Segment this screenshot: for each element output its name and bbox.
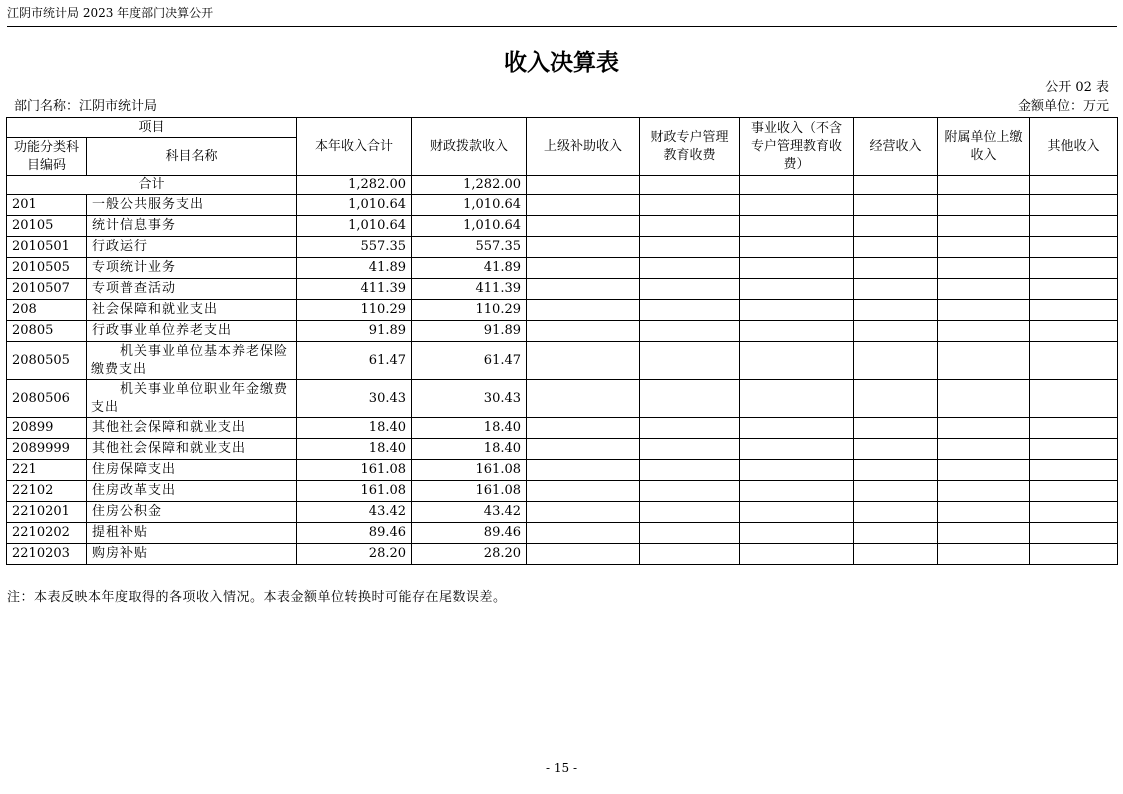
row-other-empty	[1030, 502, 1118, 523]
row-total: 18.40	[297, 439, 412, 460]
row-total: 89.46	[297, 523, 412, 544]
row-affiliated-empty	[938, 544, 1030, 565]
row-business-empty	[740, 439, 854, 460]
row-edu-empty	[640, 300, 740, 321]
row-superior-empty	[527, 460, 640, 481]
department-name: 部门名称：江阴市统计局	[14, 99, 158, 114]
row-affiliated-empty	[938, 195, 1030, 216]
row-operating-empty	[854, 176, 938, 195]
row-total: 30.43	[297, 380, 412, 418]
row-code: 2010507	[7, 279, 87, 300]
row-edu-empty	[640, 237, 740, 258]
row-other-empty	[1030, 258, 1118, 279]
row-total: 28.20	[297, 544, 412, 565]
row-affiliated-empty	[938, 481, 1030, 502]
row-name: 专项普查活动	[87, 279, 297, 300]
row-business-empty	[740, 502, 854, 523]
row-operating-empty	[854, 216, 938, 237]
row-other-empty	[1030, 279, 1118, 300]
row-superior-empty	[527, 258, 640, 279]
amount-unit: 金额单位：万元	[1017, 99, 1109, 114]
row-name: 行政运行	[87, 237, 297, 258]
row-operating-empty	[854, 460, 938, 481]
row-business-empty	[740, 321, 854, 342]
row-fiscal: 1,010.64	[412, 216, 527, 237]
row-code: 2210201	[7, 502, 87, 523]
row-other-empty	[1030, 418, 1118, 439]
header-total: 本年收入合计	[297, 118, 412, 176]
row-operating-empty	[854, 300, 938, 321]
row-code: 2210203	[7, 544, 87, 565]
row-name: 专项统计业务	[87, 258, 297, 279]
table-row	[7, 258, 1118, 279]
row-code: 20105	[7, 216, 87, 237]
row-name: 提租补贴	[87, 523, 297, 544]
row-total: 91.89	[297, 321, 412, 342]
row-edu-empty	[640, 279, 740, 300]
row-name: 一般公共服务支出	[87, 195, 297, 216]
row-other-empty	[1030, 460, 1118, 481]
row-operating-empty	[854, 380, 938, 418]
row-code: 20805	[7, 321, 87, 342]
row-other-empty	[1030, 342, 1118, 380]
row-total: 1,282.00	[297, 176, 412, 195]
row-business-empty	[740, 460, 854, 481]
row-other-empty	[1030, 216, 1118, 237]
row-fiscal: 43.42	[412, 502, 527, 523]
row-code: 2080506	[7, 380, 87, 418]
row-total: 43.42	[297, 502, 412, 523]
row-other-empty	[1030, 237, 1118, 258]
row-fiscal: 89.46	[412, 523, 527, 544]
row-total: 1,010.64	[297, 195, 412, 216]
row-superior-empty	[527, 279, 640, 300]
row-business-empty	[740, 176, 854, 195]
row-name: 住房公积金	[87, 502, 297, 523]
row-name: 统计信息事务	[87, 216, 297, 237]
header-name: 科目名称	[87, 138, 297, 176]
row-affiliated-empty	[938, 300, 1030, 321]
row-superior-empty	[527, 300, 640, 321]
row-affiliated-empty	[938, 279, 1030, 300]
row-operating-empty	[854, 418, 938, 439]
row-code: 22102	[7, 481, 87, 502]
row-operating-empty	[854, 258, 938, 279]
row-affiliated-empty	[938, 502, 1030, 523]
row-superior-empty	[527, 544, 640, 565]
row-edu-empty	[640, 380, 740, 418]
row-superior-empty	[527, 502, 640, 523]
row-other-empty	[1030, 300, 1118, 321]
row-business-empty	[740, 279, 854, 300]
table-row	[7, 502, 1118, 523]
table-row	[7, 216, 1118, 237]
header-superior: 上级补助收入	[527, 118, 640, 176]
row-code: 201	[7, 195, 87, 216]
row-edu-empty	[640, 439, 740, 460]
row-fiscal: 1,282.00	[412, 176, 527, 195]
row-edu-empty	[640, 502, 740, 523]
table-row	[7, 460, 1118, 481]
row-code: 20899	[7, 418, 87, 439]
row-total: 1,010.64	[297, 216, 412, 237]
row-operating-empty	[854, 237, 938, 258]
table-row	[7, 342, 1118, 380]
row-fiscal: 110.29	[412, 300, 527, 321]
row-code: 2080505	[7, 342, 87, 380]
row-operating-empty	[854, 481, 938, 502]
row-superior-empty	[527, 195, 640, 216]
row-other-empty	[1030, 380, 1118, 418]
header-project: 项目	[7, 118, 297, 138]
row-business-empty	[740, 342, 854, 380]
row-name: 其他社会保障和就业支出	[87, 418, 297, 439]
row-total: 161.08	[297, 481, 412, 502]
row-superior-empty	[527, 176, 640, 195]
row-fiscal: 41.89	[412, 258, 527, 279]
row-affiliated-empty	[938, 380, 1030, 418]
row-business-empty	[740, 258, 854, 279]
row-total: 41.89	[297, 258, 412, 279]
row-name: 住房保障支出	[87, 460, 297, 481]
table-row	[7, 439, 1118, 460]
row-name: 社会保障和就业支出	[87, 300, 297, 321]
row-fiscal: 91.89	[412, 321, 527, 342]
row-edu-empty	[640, 460, 740, 481]
page-number: - 15 -	[545, 761, 577, 775]
table-row	[7, 418, 1118, 439]
row-name: 其他社会保障和就业支出	[87, 439, 297, 460]
row-superior-empty	[527, 342, 640, 380]
row-operating-empty	[854, 502, 938, 523]
row-business-empty	[740, 195, 854, 216]
row-business-empty	[740, 300, 854, 321]
row-business-empty	[740, 481, 854, 502]
row-other-empty	[1030, 195, 1118, 216]
header-affiliated: 附属单位上缴收入	[938, 118, 1030, 176]
row-total: 161.08	[297, 460, 412, 481]
row-edu-empty	[640, 321, 740, 342]
page-title: 收入决算表	[504, 49, 619, 76]
table-row	[7, 300, 1118, 321]
row-superior-empty	[527, 321, 640, 342]
row-business-empty	[740, 216, 854, 237]
table-row	[7, 321, 1118, 342]
row-operating-empty	[854, 195, 938, 216]
row-affiliated-empty	[938, 237, 1030, 258]
table-row	[7, 195, 1118, 216]
row-name: 机关事业单位基本养老保险缴费支出	[87, 342, 297, 380]
row-fiscal: 18.40	[412, 418, 527, 439]
row-name: 机关事业单位职业年金缴费支出	[87, 380, 297, 418]
row-fiscal: 557.35	[412, 237, 527, 258]
row-code: 2089999	[7, 439, 87, 460]
row-operating-empty	[854, 279, 938, 300]
row-name: 购房补贴	[87, 544, 297, 565]
row-operating-empty	[854, 342, 938, 380]
table-row	[7, 544, 1118, 565]
income-table	[6, 117, 1118, 565]
row-business-empty	[740, 523, 854, 544]
table-row	[7, 279, 1118, 300]
row-fiscal: 61.47	[412, 342, 527, 380]
row-affiliated-empty	[938, 176, 1030, 195]
row-fiscal: 30.43	[412, 380, 527, 418]
header-fiscal: 财政拨款收入	[412, 118, 527, 176]
header-code: 功能分类科目编码	[7, 138, 87, 176]
row-edu-empty	[640, 418, 740, 439]
row-fiscal: 411.39	[412, 279, 527, 300]
row-fiscal: 1,010.64	[412, 195, 527, 216]
header-business: 事业收入（不含专户管理教育收费）	[740, 118, 854, 176]
row-business-empty	[740, 237, 854, 258]
row-other-empty	[1030, 321, 1118, 342]
row-other-empty	[1030, 523, 1118, 544]
table-row	[7, 523, 1118, 544]
row-edu-empty	[640, 481, 740, 502]
row-affiliated-empty	[938, 342, 1030, 380]
row-fiscal: 161.08	[412, 460, 527, 481]
row-fiscal: 28.20	[412, 544, 527, 565]
row-code: 2010505	[7, 258, 87, 279]
row-total: 557.35	[297, 237, 412, 258]
row-edu-empty	[640, 258, 740, 279]
row-other-empty	[1030, 544, 1118, 565]
row-operating-empty	[854, 439, 938, 460]
row-affiliated-empty	[938, 523, 1030, 544]
row-other-empty	[1030, 439, 1118, 460]
row-other-empty	[1030, 176, 1118, 195]
row-operating-empty	[854, 523, 938, 544]
row-operating-empty	[854, 321, 938, 342]
row-superior-empty	[527, 216, 640, 237]
header-operating: 经营收入	[854, 118, 938, 176]
row-code: 2210202	[7, 523, 87, 544]
table-row	[7, 380, 1118, 418]
row-affiliated-empty	[938, 216, 1030, 237]
row-superior-empty	[527, 380, 640, 418]
row-code: 208	[7, 300, 87, 321]
row-name: 住房改革支出	[87, 481, 297, 502]
row-total: 411.39	[297, 279, 412, 300]
header-other: 其他收入	[1030, 118, 1118, 176]
row-superior-empty	[527, 523, 640, 544]
row-total: 18.40	[297, 418, 412, 439]
table-note: 注：本表反映本年度取得的各项收入情况。本表金额单位转换时可能存在尾数误差。	[7, 590, 507, 605]
row-affiliated-empty	[938, 439, 1030, 460]
table-body	[7, 176, 1118, 565]
row-affiliated-empty	[938, 321, 1030, 342]
row-edu-empty	[640, 216, 740, 237]
row-superior-empty	[527, 418, 640, 439]
row-fiscal: 161.08	[412, 481, 527, 502]
row-superior-empty	[527, 439, 640, 460]
row-business-empty	[740, 544, 854, 565]
row-code: 2010501	[7, 237, 87, 258]
header-edu: 财政专户管理教育收费	[640, 118, 740, 176]
row-business-empty	[740, 418, 854, 439]
row-total: 110.29	[297, 300, 412, 321]
row-business-empty	[740, 380, 854, 418]
row-name: 合计	[7, 176, 297, 195]
table-row	[7, 481, 1118, 502]
row-edu-empty	[640, 176, 740, 195]
row-operating-empty	[854, 544, 938, 565]
row-superior-empty	[527, 237, 640, 258]
row-total: 61.47	[297, 342, 412, 380]
row-affiliated-empty	[938, 258, 1030, 279]
row-affiliated-empty	[938, 418, 1030, 439]
row-edu-empty	[640, 195, 740, 216]
row-name: 行政事业单位养老支出	[87, 321, 297, 342]
table-row	[7, 176, 1118, 195]
table-number: 公开 02 表	[1045, 80, 1109, 95]
row-superior-empty	[527, 481, 640, 502]
row-edu-empty	[640, 523, 740, 544]
row-other-empty	[1030, 481, 1118, 502]
table-row	[7, 237, 1118, 258]
row-edu-empty	[640, 544, 740, 565]
row-affiliated-empty	[938, 460, 1030, 481]
document-header: 江阴市统计局 2023 年度部门决算公开	[7, 5, 1117, 27]
row-fiscal: 18.40	[412, 439, 527, 460]
row-edu-empty	[640, 342, 740, 380]
row-code: 221	[7, 460, 87, 481]
